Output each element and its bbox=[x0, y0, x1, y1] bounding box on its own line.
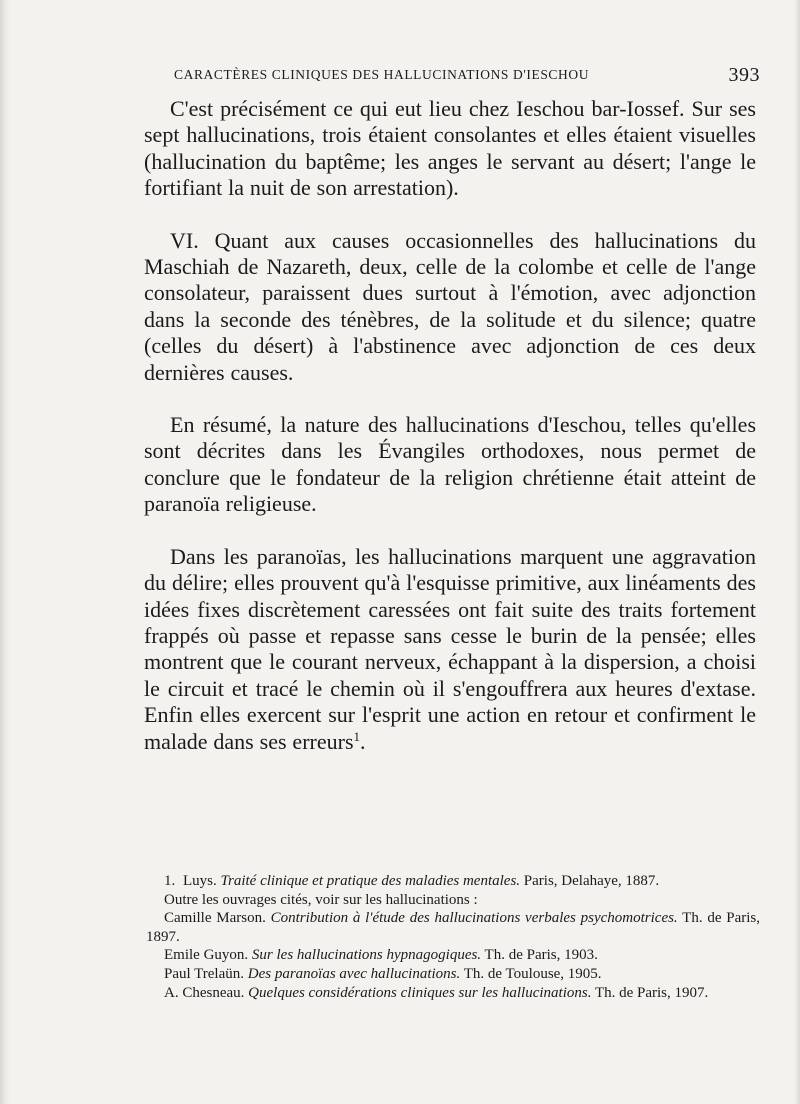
footnote-rest: Th. de Toulouse, 1905. bbox=[463, 965, 602, 982]
footnote-title: Sur les hallucinations hypnagogiques. bbox=[251, 947, 482, 964]
running-header bbox=[174, 62, 764, 88]
footnote-title: Des paranoïas avec hallucinations. bbox=[247, 965, 461, 982]
footnote-title: Traité clinique et pratique des maladies mentales. bbox=[220, 873, 521, 889]
footnote-reference[interactable]: 1 bbox=[353, 728, 361, 744]
paragraph-2-text: VI. Quant aux causes occasionnelles des hallucinations du Maschiah de Nazareth, deux, celle de la colombe et celle de l'ange consolateur, paraissent dues surtout à l'émotion, avec adjonction dans la seconde des ténèbres, de la solitude et du silence; quatre (celles du désert) à l'abstinence avec adjonction de ces deux dernières causes. bbox=[144, 227, 756, 385]
page-edge-right bbox=[794, 0, 800, 1104]
footnote-intro bbox=[146, 891, 760, 910]
footnote-rest: Th. de Paris, 1907. bbox=[594, 984, 709, 1001]
footnote-entry-guyon bbox=[146, 946, 760, 965]
footnote-rest: Th. de Paris, 1903. bbox=[484, 947, 598, 964]
footnote-title: Quelques considérations cliniques sur les hallucinations. bbox=[248, 984, 592, 1001]
footnote-entry-chesneau bbox=[146, 984, 760, 1003]
footnote-author: A. Chesneau. bbox=[164, 984, 245, 1001]
footnote-1 bbox=[146, 872, 760, 891]
footnote-rest: Paris, Delahaye, 1887. bbox=[523, 873, 660, 889]
running-title: CARACTÈRES CLINIQUES DES HALLUCINATIONS D'IESCHOU bbox=[174, 67, 590, 82]
footnote-author: Luys. bbox=[183, 873, 217, 889]
page-edge-left bbox=[0, 0, 10, 1104]
main-text bbox=[144, 96, 756, 755]
footnote-entry-trelaun bbox=[146, 965, 760, 984]
paragraph-3-text: En résumé, la nature des hallucinations d'Ieschou, telles qu'elles sont décrites dans les Évangiles orthodoxes, nous permet de conclure que le fondateur de la religion chrétienne était atteint de paranoïa religieuse. bbox=[144, 412, 756, 517]
footnote-author: Paul Trelaün. bbox=[164, 965, 245, 982]
footnote-intro-text: Outre les ouvrages cités, voir sur les hallucinations : bbox=[164, 891, 478, 908]
paragraph-2 bbox=[144, 228, 756, 386]
paragraph-4: Dans les paranoïas, les hallucinations marquent une aggravation du délire; elles prouvent qu'à l'esquisse primitive, aux linéaments des idées fixes discrètement caressées ont fait suite des traits fortement frappés où passe et repasse sans cesse le burin de la pensée; elles montrent que le courant nerveux, échappant à la dispersion, a choisi le circuit et tracé le chemin où il s'engouffrera aux heures d'extase. Enfin elles exercent sur l'esprit une action en retour et confirment le malade dans ses erreurs$^1$. bbox=[144, 543, 756, 754]
paragraph-4-text: Dans les paranoïas, les hallucinations marquent une aggravation du délire; elles prouvent qu'à l'esquisse primitive, aux linéaments des idées fixes discrètement caressées ont fait suite des traits fortement frappés où passe et repasse sans cesse le burin de la pensée; elles montrent que le courant nerveux, échappant à la dispersion, a choisi le circuit et tracé le chemin où il s'engouffrera aux heures d'extase. Enfin elles exercent sur l'esprit une action en retour et confirment le malade dans ses erreurs bbox=[144, 543, 756, 754]
page-number: 393 bbox=[728, 64, 760, 86]
footnote-author: Emile Guyon. bbox=[164, 947, 249, 964]
footnote-title: Contribution à l'étude des hallucinations verbales psychomotrices. bbox=[270, 910, 678, 927]
footnote-author: Camille Marson. bbox=[164, 910, 266, 927]
paragraph-1 bbox=[144, 96, 756, 202]
footnote-entry-marson bbox=[146, 909, 760, 946]
footnotes bbox=[146, 872, 760, 1002]
paragraph-1-text: C'est précisément ce qui eut lieu chez Ieschou bar-Iossef. Sur ses sept hallucinations, trois étaient consolantes et elles étaient visuelles (hallucination du baptême; les anges le servant au désert; l'ange le fortifiant la nuit de son arrestation). bbox=[144, 96, 756, 201]
paragraph-3 bbox=[144, 412, 756, 518]
footnote-number: 1. bbox=[164, 873, 176, 889]
footnote-rest: Th. de Paris, 1897. bbox=[146, 910, 760, 945]
